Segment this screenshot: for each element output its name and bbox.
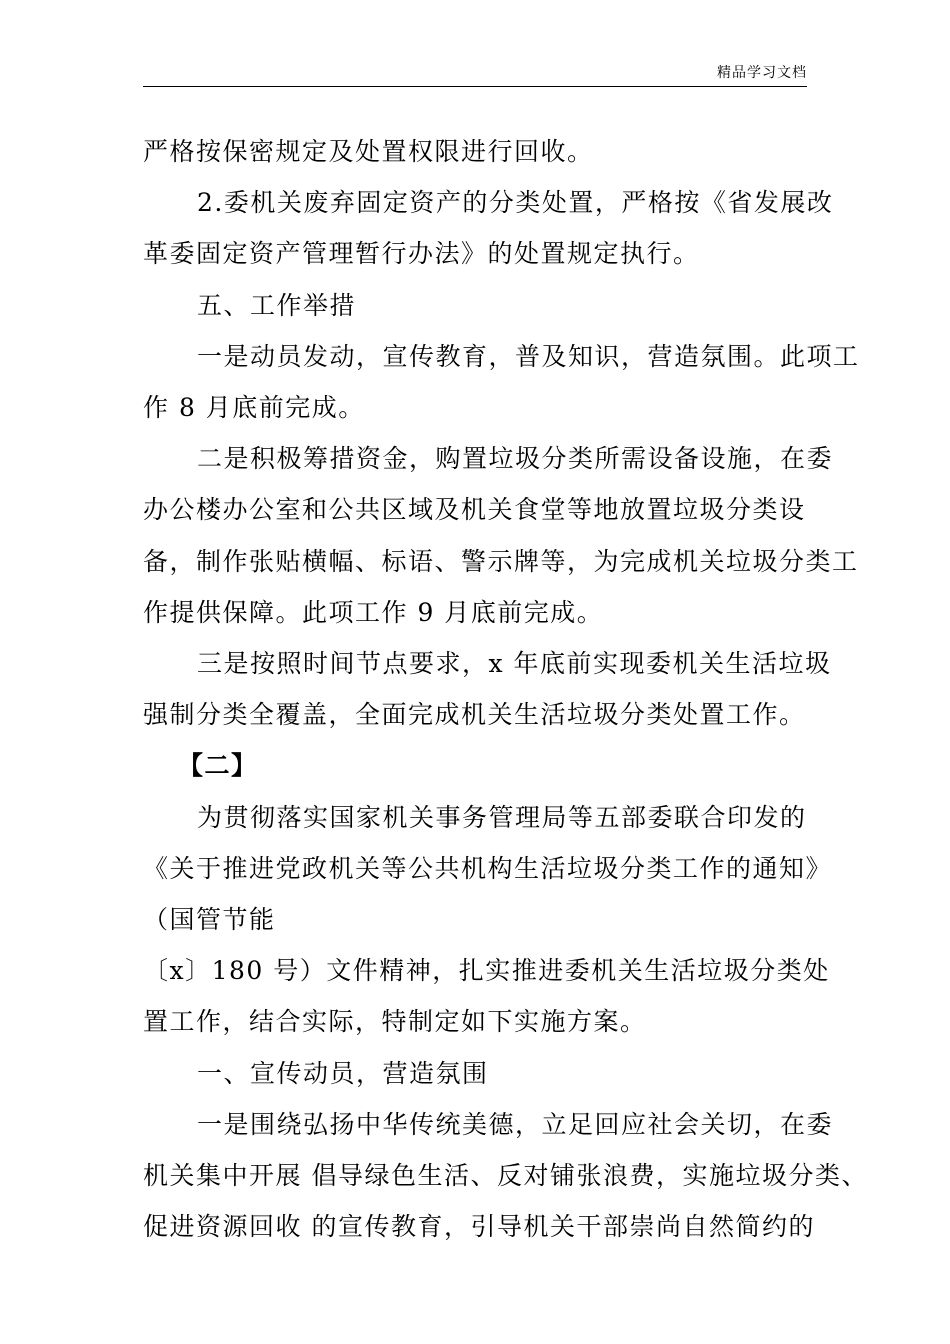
body-line: 二是积极筹措资金，购置垃圾分类所需设备设施，在委 (197, 444, 834, 474)
section-heading: 五、工作举措 (197, 290, 357, 320)
body-line: 为贯彻落实国家机关事务管理局等五部委联合印发的 (197, 802, 807, 832)
body-line: 强制分类全覆盖，全面完成机关生活垃圾分类处置工作。 (143, 700, 806, 730)
section-heading: 一、宣传动员，营造氛围 (197, 1058, 489, 1088)
body-line: （国管节能 (143, 905, 276, 935)
body-line: 作提供保障。此项工作 9 月底前完成。 (143, 597, 604, 627)
body-line: 办公楼办公室和公共区域及机关食堂等地放置垃圾分类设 (143, 495, 806, 525)
body-line: 一是围绕弘扬中华传统美德，立足回应社会关切，在委 (197, 1109, 834, 1139)
body-line: 促进资源回收 的宣传教育，引导机关干部崇尚自然简约的 (143, 1212, 815, 1242)
body-line: 2.委机关废弃固定资产的分类处置，严格按《省发展改 (197, 188, 834, 218)
body-line: 备，制作张贴横幅、标语、警示牌等，为完成机关垃圾分类工 (143, 546, 859, 576)
header-divider (143, 86, 807, 87)
body-line: 〔x〕180 号）文件精神，扎实推进委机关生活垃圾分类处 (143, 956, 830, 986)
body-line: 作 8 月底前完成。 (143, 393, 365, 423)
body-line: 三是按照时间节点要求，x 年底前实现委机关生活垃圾 (197, 649, 832, 679)
header-label: 精品学习文档 (717, 65, 807, 81)
body-line: 一是动员发动，宣传教育，普及知识，营造氛围。此项工 (197, 341, 860, 371)
body-line: 《关于推进党政机关等公共机构生活垃圾分类工作的通知》 (143, 853, 833, 883)
body-line: 严格按保密规定及处置权限进行回收。 (143, 137, 594, 166)
body-line: 置工作，结合实际，特制定如下实施方案。 (143, 1007, 647, 1037)
part-marker: 【二】 (178, 751, 258, 781)
body-line: 机关集中开展 倡导绿色生活、反对铺张浪费，实施垃圾分类、 (143, 1161, 868, 1191)
document-body (143, 126, 868, 1252)
body-line: 革委固定资产管理暂行办法》的处置规定执行。 (143, 239, 700, 269)
